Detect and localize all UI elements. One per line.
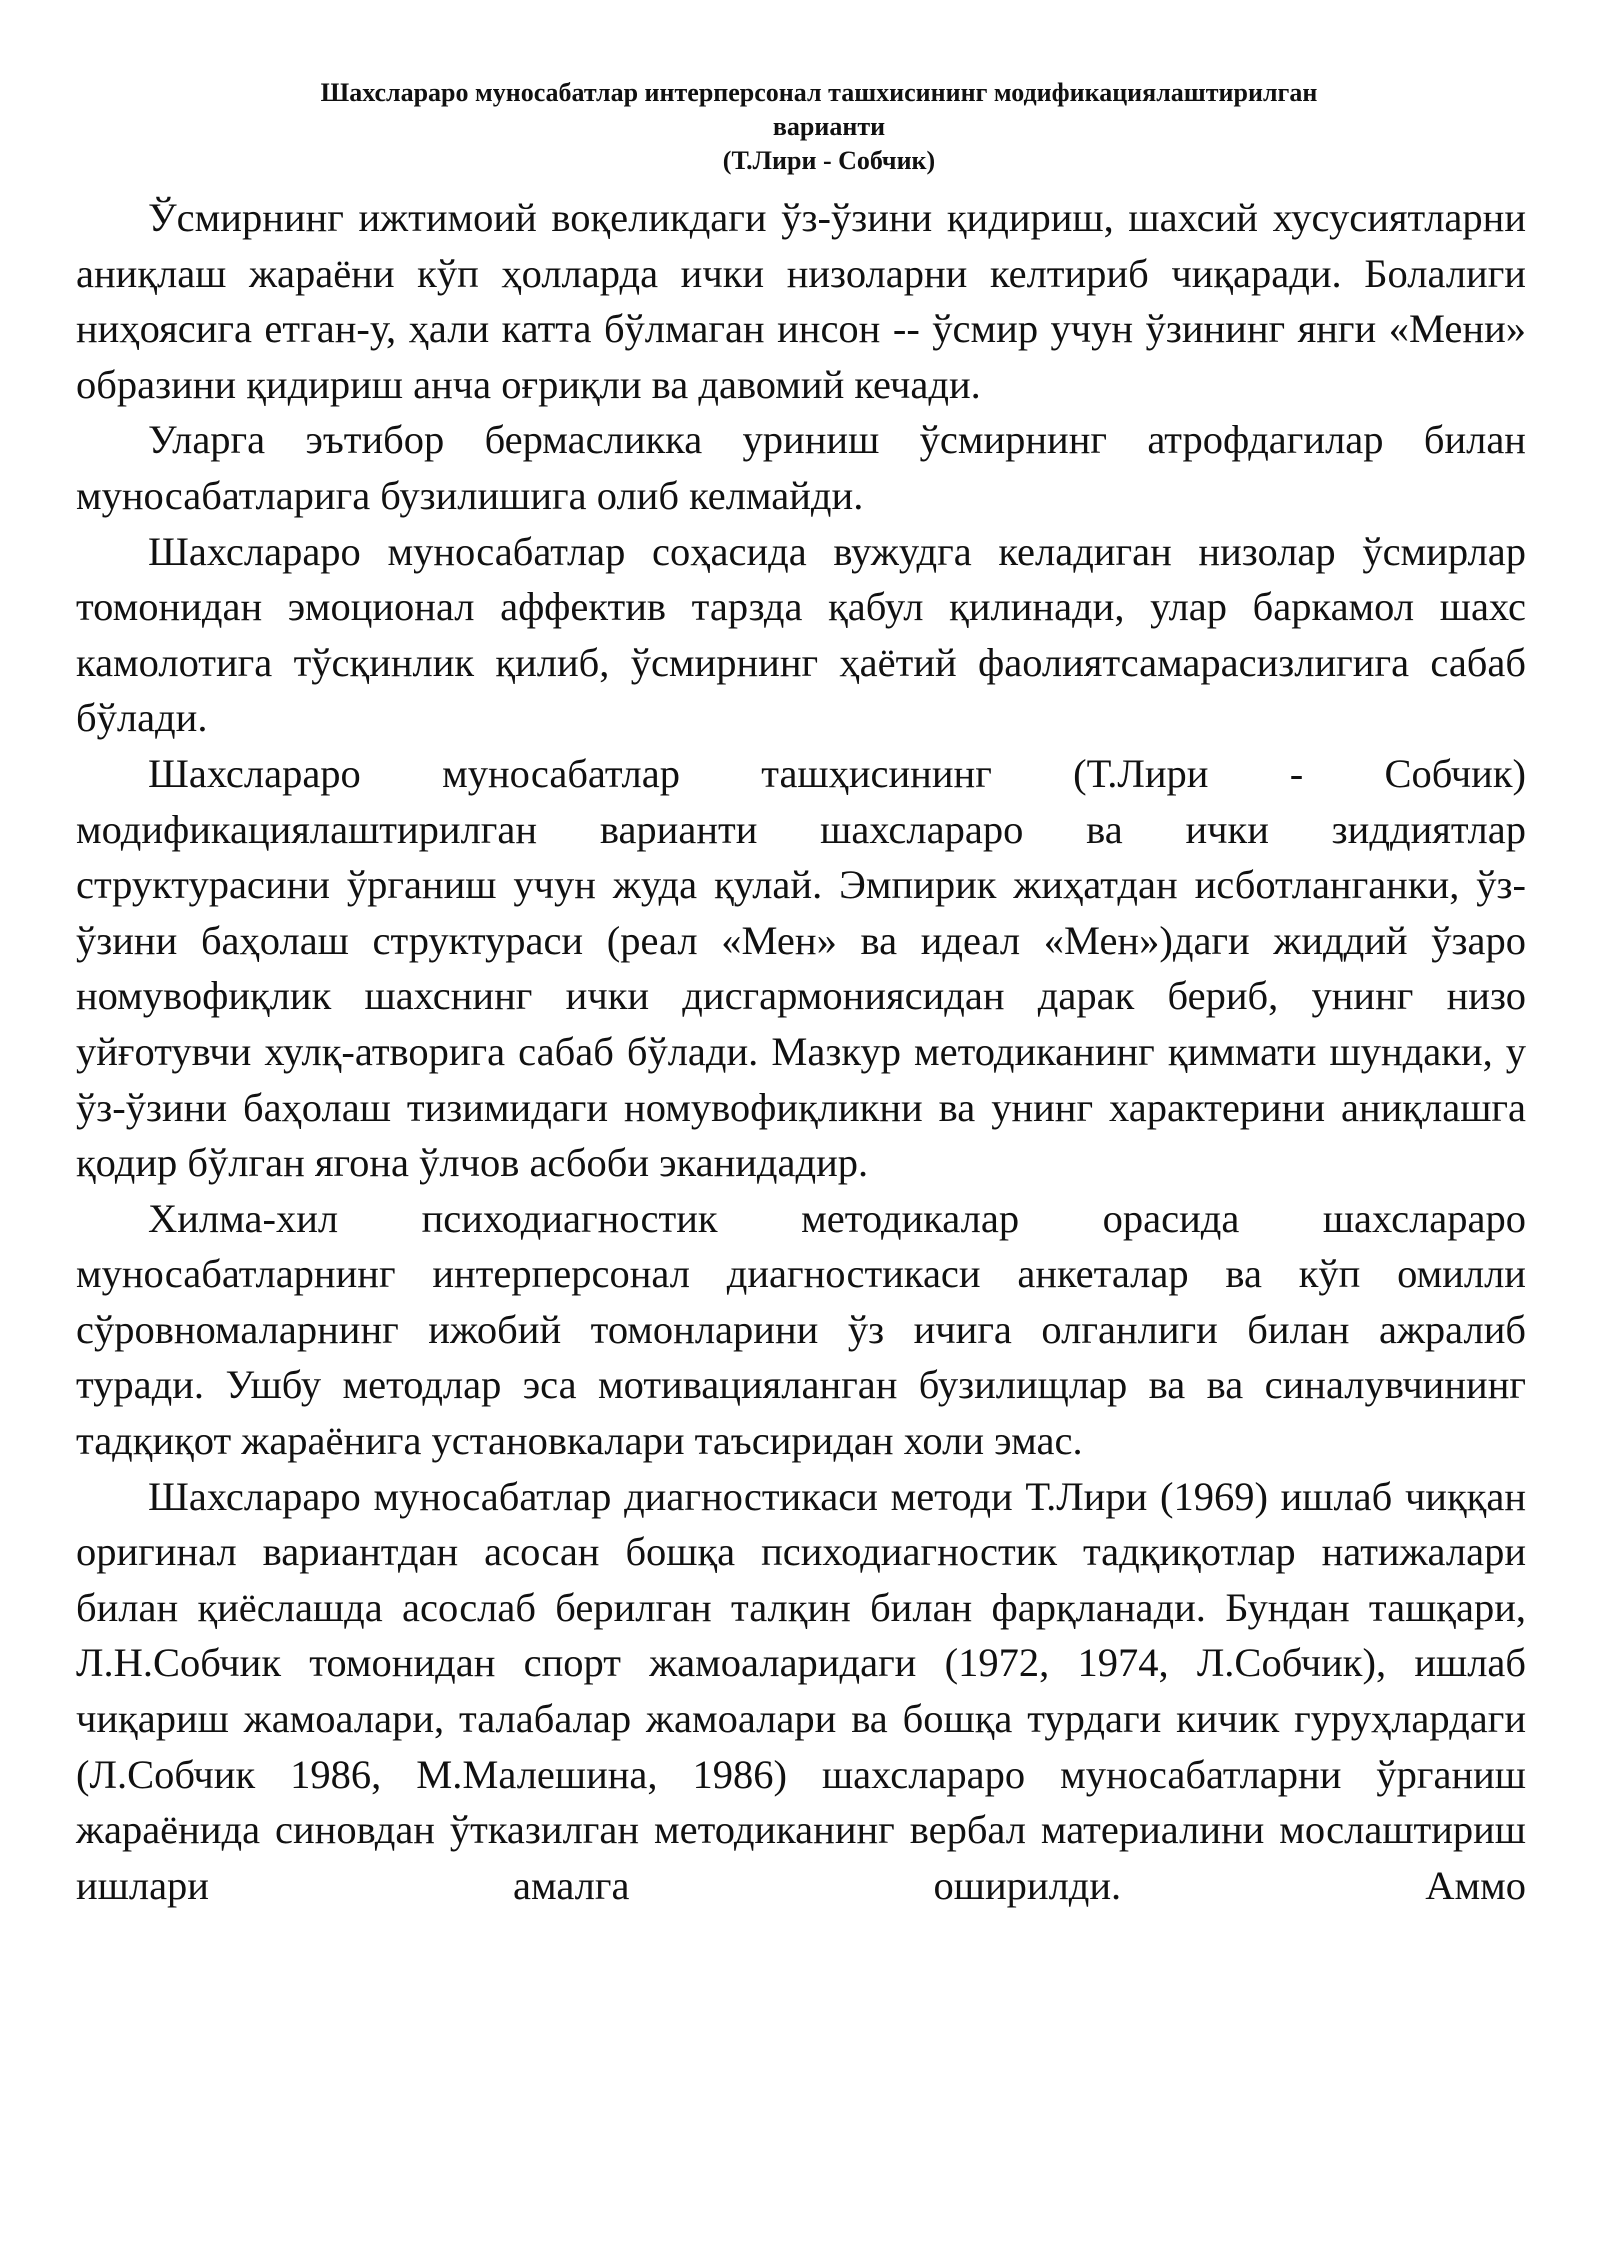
title-line-3: (Т.Лири - Собчик) bbox=[722, 146, 936, 175]
paragraph-3: Шахслараро муносабатлар соҳасида вужудга келадиган низолар ўсмирлар томонидан эмоционал аффектив тарзда қабул қилинади, улар баркамол шахс камолотига тўсқинлик қилиб, ўсмирнинг ҳаётий фаолиятсамарасизлигига сабаб бўлади. bbox=[76, 528, 1526, 741]
paragraph-6: Шахслараро муносабатлар диагностикаси методи Т.Лири (1969) ишлаб чиққан оригинал вариантдан асосан бошқа психодиагностик тадқиқотлар натижалари билан қиёслашда асослаб берилган талқин билан фарқланади. Бундан ташқари, Л.Н.Собчик томонидан спорт жамоаларидаги (1972, 1974, Л.Собчик), ишлаб чиқариш жамоалари, талабалар жамоалари ва бошқа турдаги кичик гуруҳлардаги (Л.Собчик 1986, М.Малешина, 1986) шахслараро муносабатларни ўрганиш жараёнида синовдан ўтказилган методиканинг вербал материалини мослаштириш ишлари амалга оширилди. Аммо bbox=[76, 1473, 1526, 1908]
title-line-2: варианти bbox=[772, 112, 886, 141]
paragraph-5: Хилма-хил психодиагностик методикалар орасида шахслараро муносабатларнинг интерперсонал диагностикаси анкеталар ва кўп омилли сўровномаларнинг ижобий томонларини ўз ичига олганлиги билан ажралиб туради. Ушбу методлар эса мотивацияланган бузилищлар ва ва синалувчининг тадқиқот жараёнига установкалари таъсиридан холи эмас. bbox=[76, 1195, 1526, 1464]
paragraph-4: Шахслараро муносабатлар ташҳисининг (Т.Лири - Собчик) модификациялаштирилган варианти шахслараро ва ички зиддиятлар структурасини ўрганиш учун жуда қулай. Эмпирик жиҳатдан исботланганки, ўз-ўзини баҳолаш структураси (реал «Мен» ва идеал «Мен»)даги жиддий ўзаро номувофиқлик шахснинг ички дисгармониясидан дарак бериб, унинг низо уйғотувчи хулқ-атворига сабаб бўлади. Мазкур методиканинг қиммати шундаки, у ўз-ўзини баҳолаш тизимидаги номувофиқликни ва унинг характерини аниқлашга қодир бўлган ягона ўлчов асбоби эканидадир. bbox=[76, 750, 1526, 1186]
paragraph-1: Ўсмирнинг ижтимоий воқеликдаги ўз-ўзини қидириш, шахсий хусусиятларни аниқлаш жараёни кўп ҳолларда ички низоларни келтириб чиқаради. Болалиги ниҳоясига етган-у, ҳали катта бўлмаган инсон -- ўсмир учун ўзининг янги «Мени» образини қидириш анча оғриқли ва давомий кечади. bbox=[76, 195, 1526, 407]
paragraph-2: Уларга эътибор бермасликка уриниш ўсмирнинг атрофдагилар билан муносабатларига бузилишига олиб келмайди. bbox=[76, 417, 1526, 518]
document-body bbox=[76, 190, 1526, 1913]
document-title bbox=[0, 76, 1600, 178]
title-line-1: Шахслараро муносабатлар интерперсонал ташхисининг модификациялаштирилган bbox=[320, 78, 1318, 107]
